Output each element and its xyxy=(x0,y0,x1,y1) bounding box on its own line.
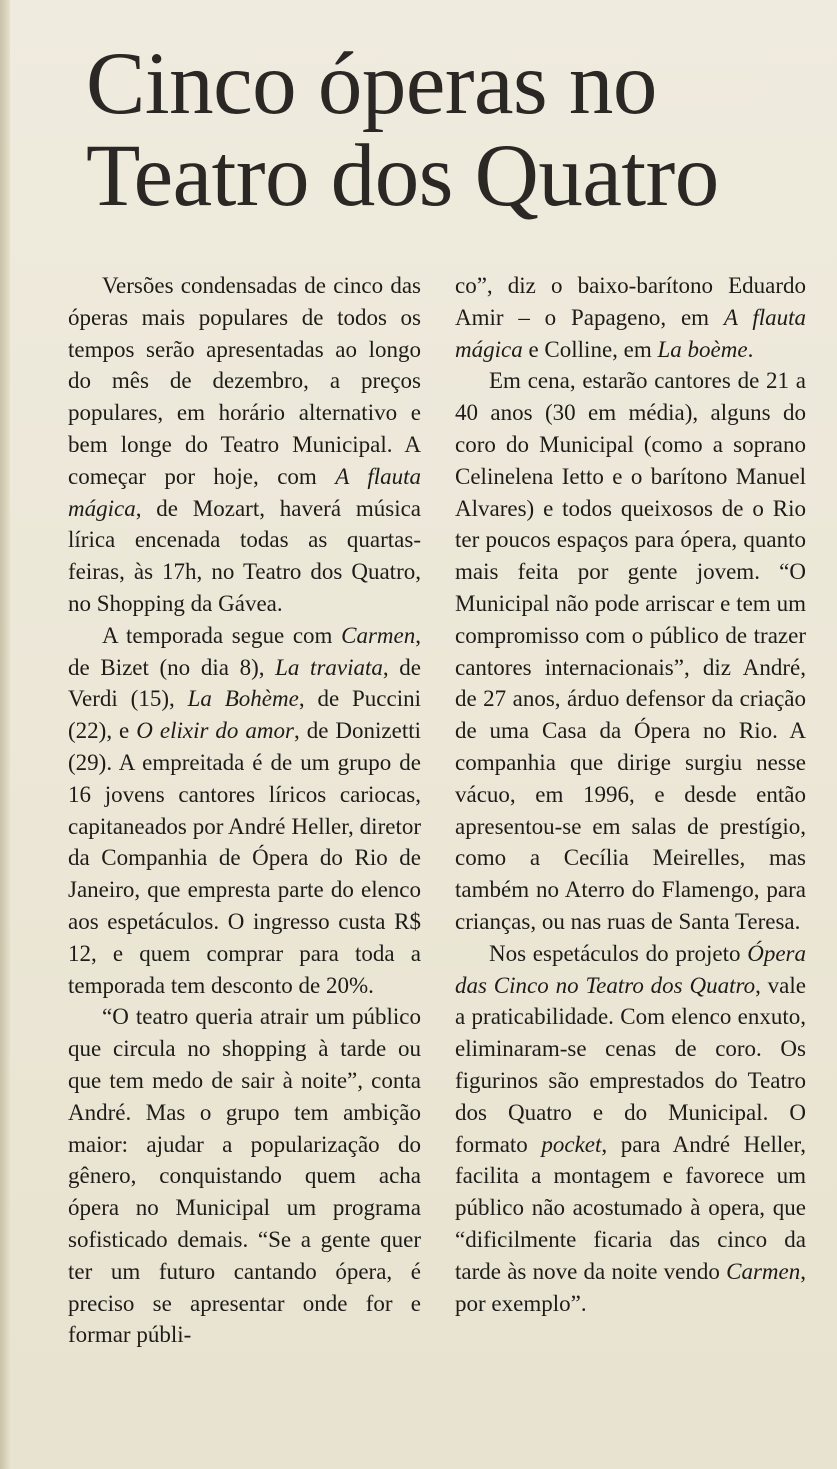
headline-line-1: Cinco óperas no xyxy=(86,35,657,133)
paper-edge xyxy=(0,0,10,1469)
left-column xyxy=(68,270,421,1351)
paragraph-2: A temporada segue com Carmen, de Bizet (no dia 8), La traviata, de Verdi (15), La Bohème, de Puccini (22), e O elixir do amor, de Donizetti (29). A empreitada é de um grupo de 16 jovens cantores líricos cariocas, capitaneados por André Heller, diretor da Companhia de Ópera do Rio de Janeiro, que empresta parte do elenco aos espetáculos. O ingresso custa R$ 12, e quem comprar para toda a temporada tem desconto de 20%. xyxy=(68,622,422,998)
paragraph-4: co”, diz o baixo-barítono Eduardo Amir – o Papageno, em A flauta mágica e Colline, em La boème. xyxy=(455,273,806,362)
paragraph-6: Nos espetáculos do projeto Ópera das Cinco no Teatro dos Quatro, vale a praticabilidade. Com elenco enxuto, eliminaram-se cenas de coro. Os figurinos são emprestados do Teatro dos Quatro e do Municipal. O formato pocket, para André Heller, facilita a montagem e favorece um público não acostumado à opera, que “dificilmente ficaria das cinco da tarde às nove da noite vendo Carmen, por exemplo”. xyxy=(455,940,806,1316)
headline-line-2: Teatro dos Quatro xyxy=(86,127,719,225)
paragraph-3: “O teatro queria atrair um público que circula no shopping à tarde ou que tem medo de sair à noite”, conta André. Mas o grupo tem ambição maior: ajudar a popularização do gênero, conquistando quem acha ópera no Municipal um programa sofisticado demais. “Se a gente quer ter um futuro cantando ópera, é preciso se apresentar onde for e formar públi- xyxy=(68,1004,421,1348)
headline xyxy=(86,35,826,225)
right-column xyxy=(455,270,806,1319)
paragraph-1: Versões condensadas de cinco das óperas mais populares de todos os tempos serão apresentadas ao longo do mês de dezembro, a preços populares, em horário alternativo e bem longe do Teatro Municipal. A começar por hoje, com A flauta mágica, de Mozart, haverá música lírica encenada todas as quartas-feiras, às 17h, no Teatro dos Quatro, no Shopping da Gávea. xyxy=(68,273,421,616)
paragraph-5: Em cena, estarão cantores de 21 a 40 anos (30 em média), alguns do coro do Municipal (como a soprano Celinelena Ietto e o barítono Manuel Alvares) e todos queixosos de o Rio ter poucos espaços para ópera, quanto mais feita por gente jovem. “O Municipal não pode arriscar e tem um compromisso com o público de trazer cantores internacionais”, diz André, de 27 anos, árduo defensor da criação de uma Casa da Ópera no Rio. A companhia que dirige surgiu nesse vácuo, em 1996, e desde então apresentou-se em salas de prestígio, como a Cecília Meirelles, mas também no Aterro do Flamengo, para crianças, ou nas ruas de Santa Teresa. xyxy=(455,368,806,934)
